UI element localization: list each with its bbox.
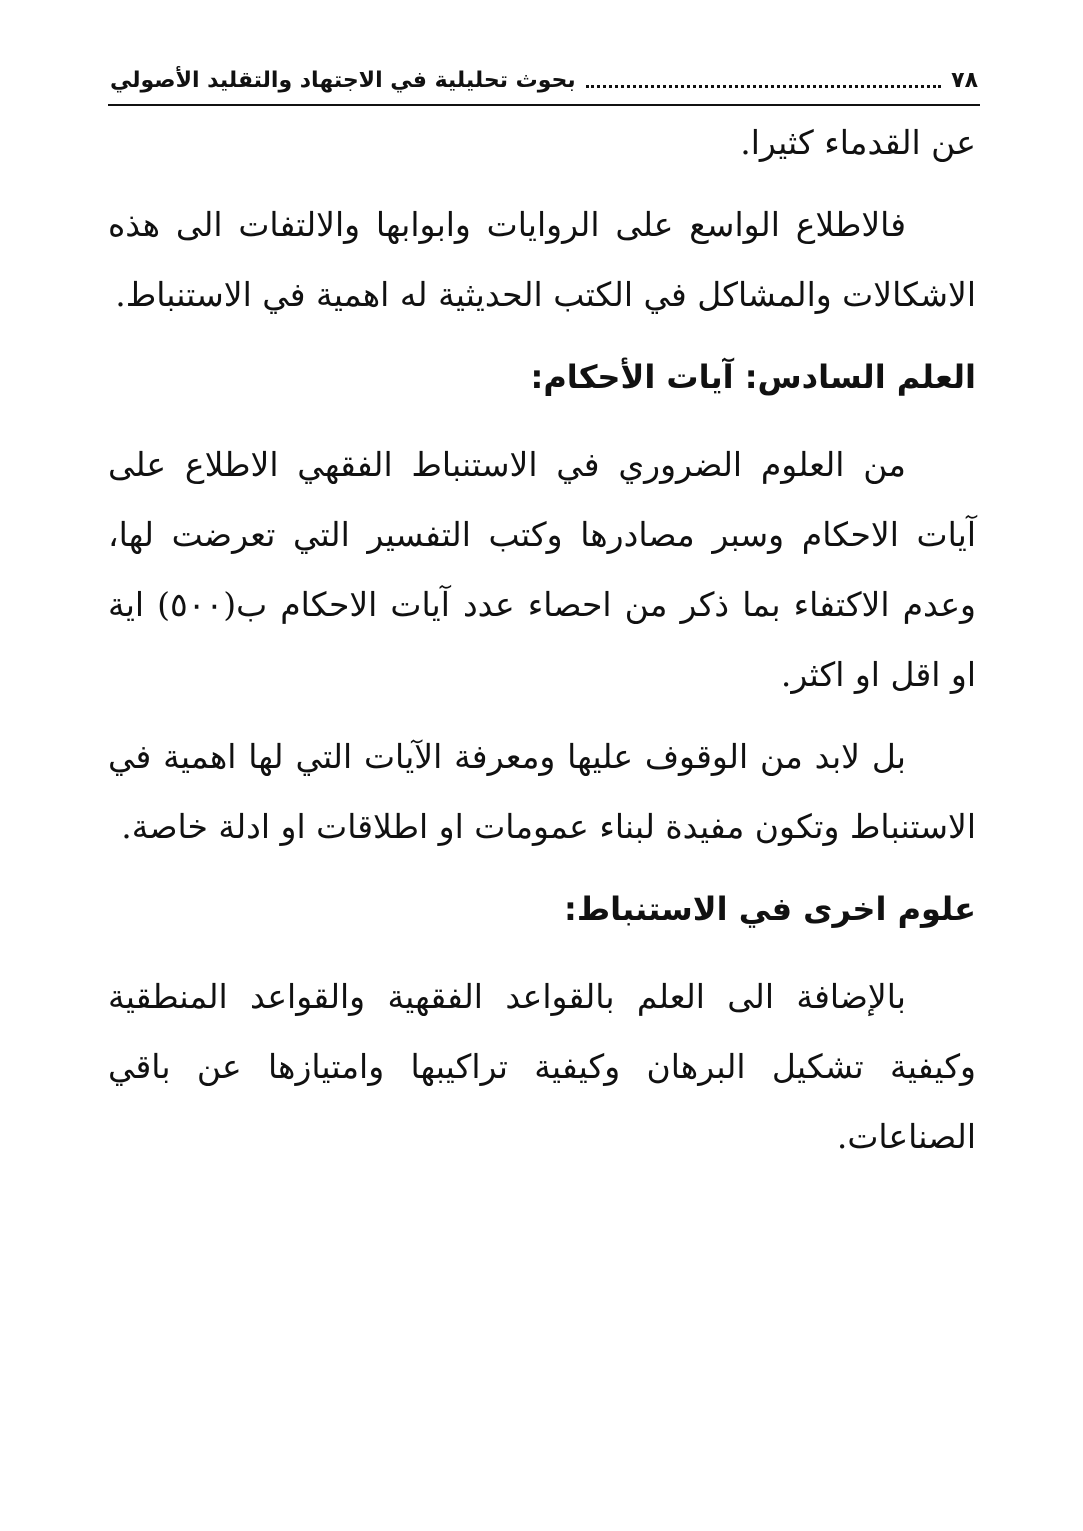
header-rule xyxy=(108,104,980,106)
header-leader-dots xyxy=(586,85,941,88)
paragraph-1: فالاطلاع الواسع على الروايات وابوابها والالتفات الى هذه الاشكالات والمشاكل في الكتب الحديثية له اهمية في الاستنباط. xyxy=(108,205,976,314)
paragraph-3: بل لابد من الوقوف عليها ومعرفة الآيات التي لها اهمية في الاستنباط وتكون مفيدة لبناء عمومات او اطلاقات او ادلة خاصة. xyxy=(108,737,976,846)
continued-line: عن القدماء كثيرا. xyxy=(740,123,976,162)
running-title: بحوث تحليلية في الاجتهاد والتقليد الأصولي xyxy=(110,67,576,93)
section-heading-sixth-science: العلم السادس: آيات الأحكام: xyxy=(530,358,976,396)
spacer xyxy=(108,944,976,962)
paragraph-4: بالإضافة الى العلم بالقواعد الفقهية والقواعد المنطقية وكيفية تشكيل البرهان وكيفية تراكيبها وامتيازها عن باقي الصناعات. xyxy=(108,977,976,1156)
paragraph-2: من العلوم الضروري في الاستنباط الفقهي الاطلاع على آيات الاحكام وسبر مصادرها وكتب التفسير التي تعرضت لها، وعدم الاكتفاء بما ذكر من احصاء عدد آيات الاحكام ب(٥٠٠) اية او اقل او اكثر. xyxy=(108,445,976,694)
spacer xyxy=(108,178,976,190)
spacer xyxy=(108,330,976,342)
page-number: ٧٨ xyxy=(951,67,978,93)
section-heading-other-sciences: علوم اخرى في الاستنباط: xyxy=(564,890,976,928)
page-header xyxy=(110,58,978,102)
spacer xyxy=(108,710,976,722)
spacer xyxy=(108,862,976,874)
page-body xyxy=(108,108,976,1172)
spacer xyxy=(108,412,976,430)
